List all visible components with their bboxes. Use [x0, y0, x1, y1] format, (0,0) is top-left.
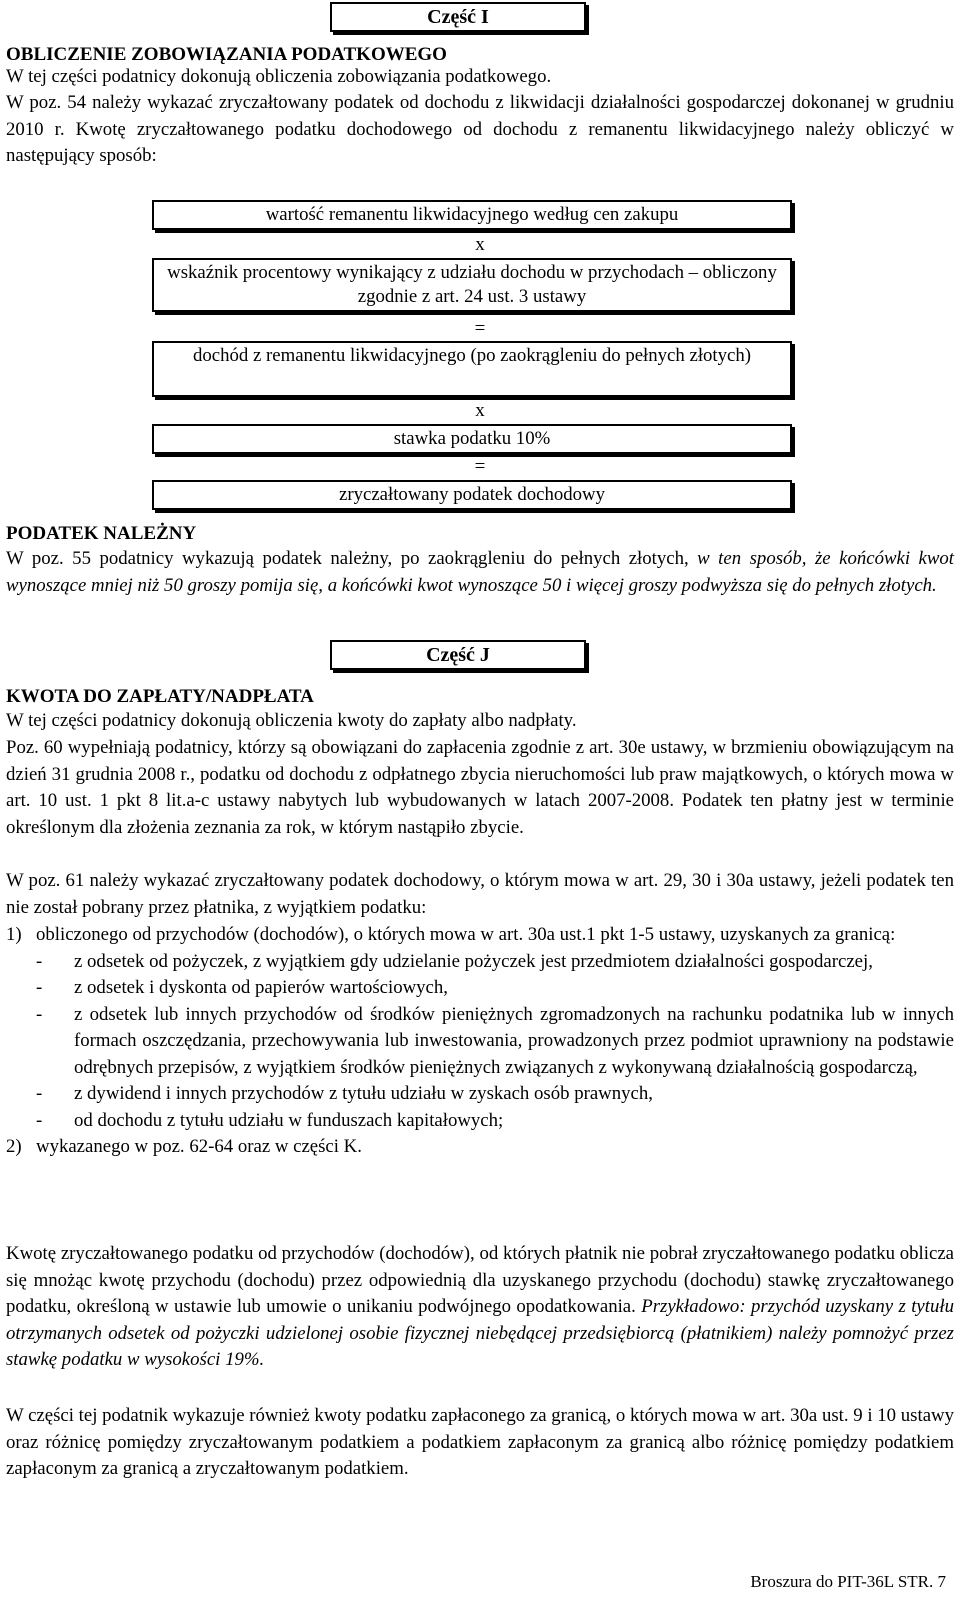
part-j-heading: KWOTA DO ZAPŁATY/NADPŁATA	[6, 686, 314, 707]
list-item: - z dywidend i innych przychodów z tytułu udziału w zyskach osób prawnych,	[36, 1083, 653, 1104]
podatek-nalezny-heading: PODATEK NALEŻNY	[6, 523, 197, 544]
list-item: 2) wykazanego w poz. 62-64 oraz w części K.	[6, 1136, 362, 1157]
formula-box-remanent-income: dochód z remanentu likwidacyjnego (po zaokrągleniu do pełnych złotych)	[152, 341, 792, 397]
formula-equals-sign: =	[474, 456, 486, 477]
list-item: - z odsetek od pożyczek, z wyjątkiem gdy udzielanie pożyczek jest przedmiotem działalności gospodarczej,	[36, 950, 873, 972]
part-i-heading: OBLICZENIE ZOBOWIĄZANIA PODATKOWEGO	[6, 44, 447, 65]
part-i-label: Część I	[330, 2, 586, 32]
paragraph-poz-54: W poz. 54 należy wykazać zryczałtowany podatek od dochodu z likwidacji działalności gospodarczej dokonanej w grudniu 2010 r. Kwotę zryczałtowanego podatku dochodowego od dochodu z remanentu likwidacyjnego należy obliczyć w następujący sposób:	[6, 92, 954, 166]
list-item: - z odsetek i dyskonta od papierów wartościowych,	[36, 977, 448, 998]
exception-list	[6, 922, 954, 1161]
formula-box-flat-tax: zryczałtowany podatek dochodowy	[152, 480, 792, 510]
formula-box-income-indicator: wskaźnik procentowy wynikający z udziału dochodu w przychodach – obliczony zgodnie z art. 24 ust. 3 ustawy	[152, 258, 792, 312]
paragraph-poz-60: Poz. 60 wypełniają podatnicy, którzy są obowiązani do zapłacenia zgodnie z art. 30e ustawy, w brzmieniu obowiązującym na dzień 31 grudnia 2008 r., podatku od dochodu z odpłatnego zbycia nieruchomości lub praw majątkowych, o których mowa w art. 10 ust. 1 pkt 8 lit.a-c ustawy nabytych lub wybudowanych w latach 2007-2008. Podatek ten płatny jest w terminie określonym dla złożenia zeznania za rok, w którym nastąpiło zbycie.	[6, 737, 954, 838]
formula-box-remanent-value: wartość remanentu likwidacyjnego według cen zakupu	[152, 200, 792, 230]
list-item: - z odsetek lub innych przychodów od środków pieniężnych zgromadzonych na rachunku podatnika lub w innych formach oszczędzania, przechowywania lub inwestowania, prowadzonych przez podmiot uprawniony na podstawie odrębnych przepisów, z wyjątkiem środków pieniężnych związanych z wykonywaną działalnością gospodarczą,	[36, 1003, 954, 1078]
paragraph-poz-55: W poz. 55 podatnicy wykazują podatek należny, po zaokrągleniu do pełnych złotych, w ten sposób, że końcówki kwot wynoszące mniej niż 50 groszy pomija się, a końcówki kwot wynoszące 50 i więcej groszy podwyższa się do pełnych złotych.	[6, 548, 954, 596]
list-item: 1) obliczonego od przychodów (dochodów), o których mowa w art. 30a ust.1 pkt 1-5 ustawy, uzyskanych za granicą:	[6, 924, 896, 945]
formula-multiply-sign: x	[475, 400, 485, 421]
part-j-label: Część J	[330, 640, 586, 670]
formula-equals-sign: =	[474, 318, 486, 339]
formula-multiply-sign: x	[475, 234, 485, 255]
part-j-intro: W tej części podatnicy dokonują obliczenia kwoty do zapłaty albo nadpłaty.	[6, 710, 577, 731]
formula-box-tax-rate: stawka podatku 10%	[152, 424, 792, 454]
page-footer: Broszura do PIT-36L STR. 7	[750, 1572, 946, 1591]
paragraph-foreign-tax: W części tej podatnik wykazuje również kwoty podatku zapłaconego za granicą, o których mowa w art. 30a ust. 9 i 10 ustawy oraz różnicę pomiędzy zryczałtowanym podatkiem a podatkiem zapłaconym za granicą albo różnicę pomiędzy podatkiem zapłaconym za granicą a zryczałtowanym podatkiem.	[6, 1405, 954, 1479]
part-i-intro: W tej części podatnicy dokonują obliczenia zobowiązania podatkowego.	[6, 66, 552, 87]
paragraph-flat-tax-calculation: Kwotę zryczałtowanego podatku od przychodów (dochodów), od których płatnik nie pobrał zryczałtowanego podatku oblicza się mnożąc kwotę przychodu (dochodu) przez odpowiednią dla uzyskanego przychodu (dochodu) stawkę zryczałtowanego podatku, określoną w ustawie lub umowie o unikaniu podwójnego opodatkowania. Przykładowo: przychód uzyskany z tytułu otrzymanych odsetek od pożyczki udzielonej osobie fizycznej niebędącej przedsiębiorcą (płatnikiem) należy pomnożyć przez stawkę podatku w wysokości 19%.	[6, 1243, 954, 1370]
paragraph-poz-61: W poz. 61 należy wykazać zryczałtowany podatek dochodowy, o którym mowa w art. 29, 30 i 30a ustawy, jeżeli podatek ten nie został pobrany przez płatnika, z wyjątkiem podatku:	[6, 870, 954, 918]
list-item: - od dochodu z tytułu udziału w funduszach kapitałowych;	[36, 1109, 504, 1131]
